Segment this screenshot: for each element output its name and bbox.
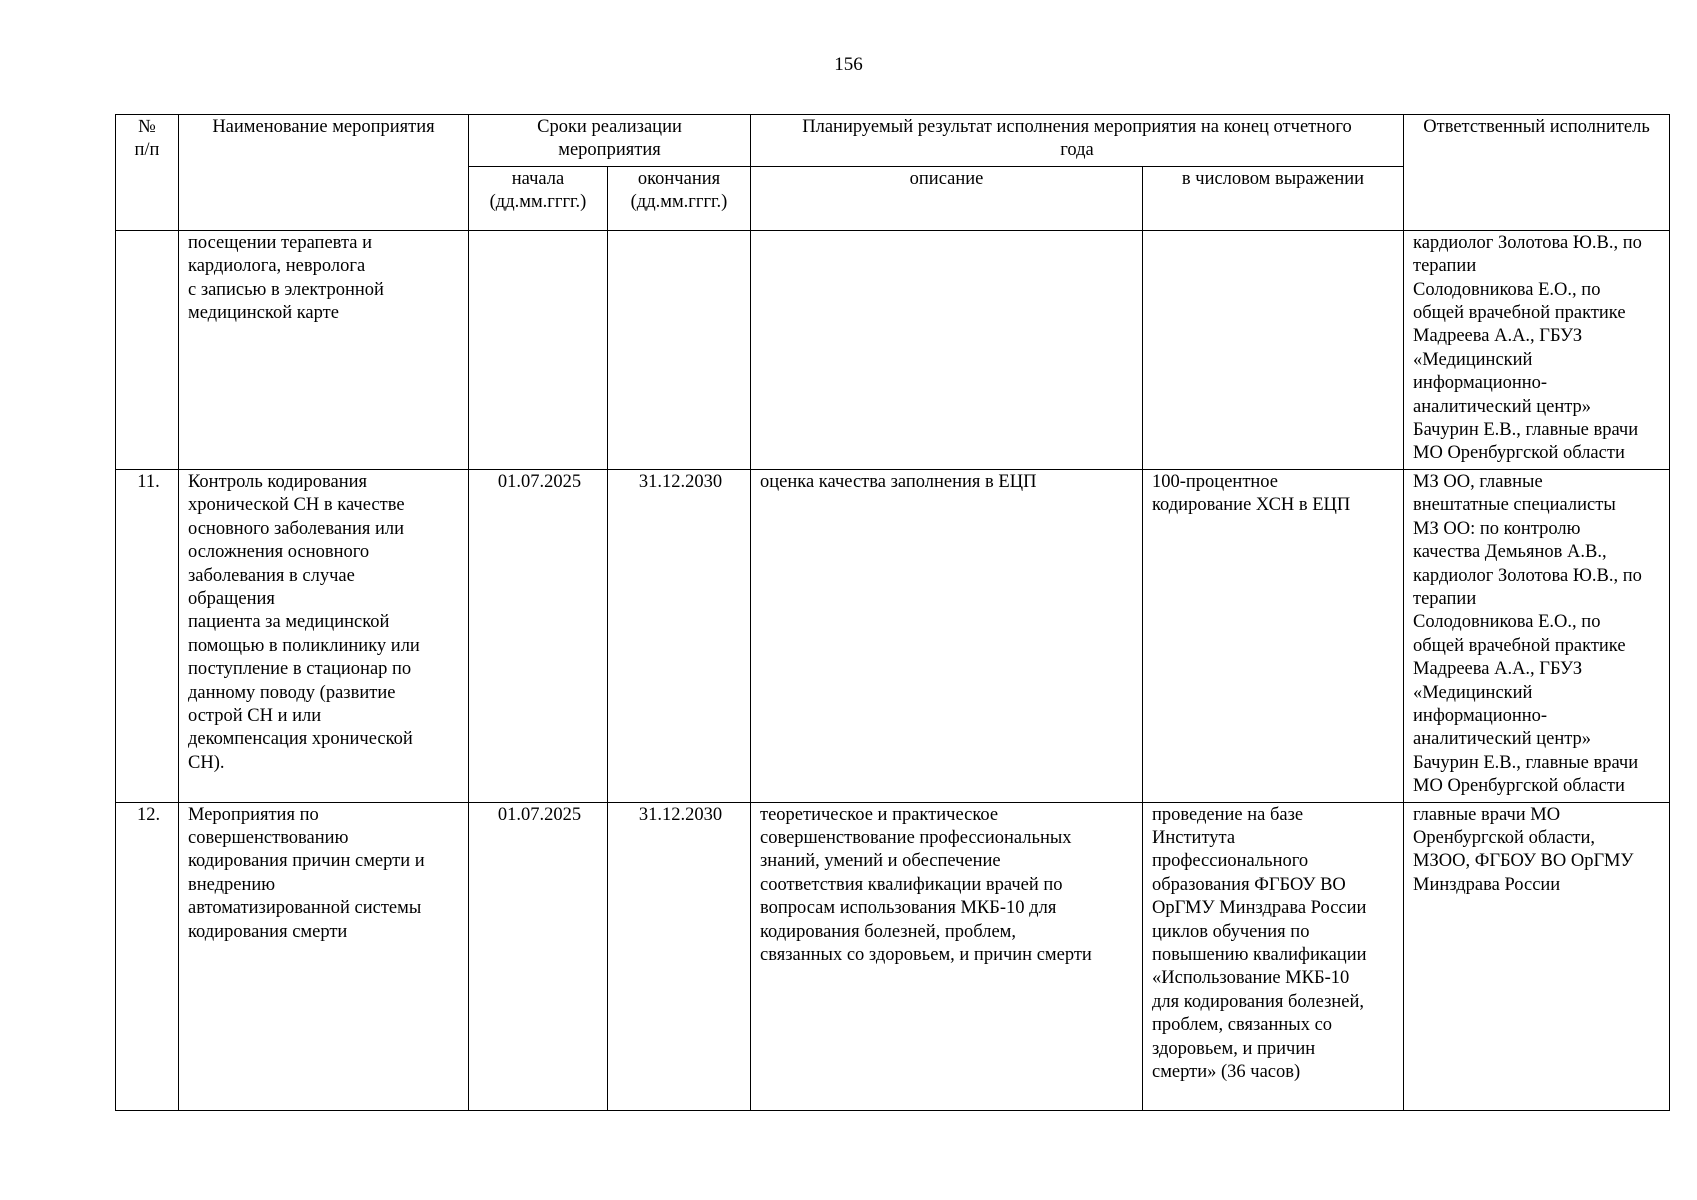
table-row bbox=[116, 469, 1670, 802]
row-name: Мероприятия по совершенствованию кодирования причин смерти и внедрению автоматизированной системы кодирования смерти bbox=[179, 802, 469, 1110]
row-numeric: 100-процентное кодирование ХСН в ЕЦП bbox=[1143, 469, 1404, 802]
header-numeric: в числовом выражении bbox=[1143, 166, 1404, 230]
row-start: 01.07.2025 bbox=[469, 802, 608, 1110]
page-number: 156 bbox=[834, 54, 863, 75]
row-num: 11. bbox=[116, 469, 179, 802]
row-description: теоретическое и практическое совершенствование профессиональных знаний, умений и обеспечение соответствия квалификации врачей по вопросам использования МКБ-10 для кодирования болезней, проблем, связанных со здоровьем, и причин смерти bbox=[751, 802, 1143, 1110]
row-description: оценка качества заполнения в ЕЦП bbox=[751, 469, 1143, 802]
row-end: 31.12.2030 bbox=[608, 802, 751, 1110]
row-num bbox=[116, 230, 179, 469]
row-name: посещении терапевта и кардиолога, невролога с записью в электронной медицинской карте bbox=[179, 230, 469, 469]
row-numeric: проведение на базе Института профессионального образования ФГБОУ ВО ОрГМУ Минздрава России циклов обучения по повышению квалификации «Использование МКБ-10 для кодирования болезней, проблем, связанных со здоровьем, и причин смерти» (36 часов) bbox=[1143, 802, 1404, 1110]
header-start: начала (дд.мм.гггг.) bbox=[469, 166, 608, 230]
row-start: 01.07.2025 bbox=[469, 469, 608, 802]
header-num: № п/п bbox=[116, 115, 179, 231]
row-description bbox=[751, 230, 1143, 469]
row-start bbox=[469, 230, 608, 469]
row-numeric bbox=[1143, 230, 1404, 469]
row-responsible: МЗ ОО, главные внештатные специалисты МЗ ОО: по контролю качества Демьянов А.В., кардиолог Золотова Ю.В., по терапии Солодовникова Е.О., по общей врачебной практике Мадреева А.А., ГБУЗ «Медицинский информационно- аналитический центр» Бачурин Е.В., главные врачи МО Оренбургской области bbox=[1404, 469, 1670, 802]
row-name: Контроль кодирования хронической СН в качестве основного заболевания или осложнения основного заболевания в случае обращения пациента за медицинской помощью в поликлинику или поступление в стационар по данному поводу (развитие острой СН и или декомпенсация хронической СН). bbox=[179, 469, 469, 802]
row-responsible: кардиолог Золотова Ю.В., по терапии Солодовникова Е.О., по общей врачебной практике Мадреева А.А., ГБУЗ «Медицинский информационно- аналитический центр» Бачурин Е.В., главные врачи МО Оренбургской области bbox=[1404, 230, 1670, 469]
header-description: описание bbox=[751, 166, 1143, 230]
header-end: окончания (дд.мм.гггг.) bbox=[608, 166, 751, 230]
row-end: 31.12.2030 bbox=[608, 469, 751, 802]
row-num: 12. bbox=[116, 802, 179, 1110]
measures-table bbox=[115, 114, 1670, 1111]
table-row bbox=[116, 230, 1670, 469]
header-row bbox=[116, 115, 1670, 167]
header-responsible: Ответственный исполнитель bbox=[1404, 115, 1670, 231]
table-row bbox=[116, 802, 1670, 1110]
header-terms: Сроки реализации мероприятия bbox=[469, 115, 751, 167]
row-end bbox=[608, 230, 751, 469]
header-result: Планируемый результат исполнения мероприятия на конец отчетного года bbox=[751, 115, 1404, 167]
header-name: Наименование мероприятия bbox=[179, 115, 469, 231]
row-responsible: главные врачи МО Оренбургской области, МЗОО, ФГБОУ ВО ОрГМУ Минздрава России bbox=[1404, 802, 1670, 1110]
